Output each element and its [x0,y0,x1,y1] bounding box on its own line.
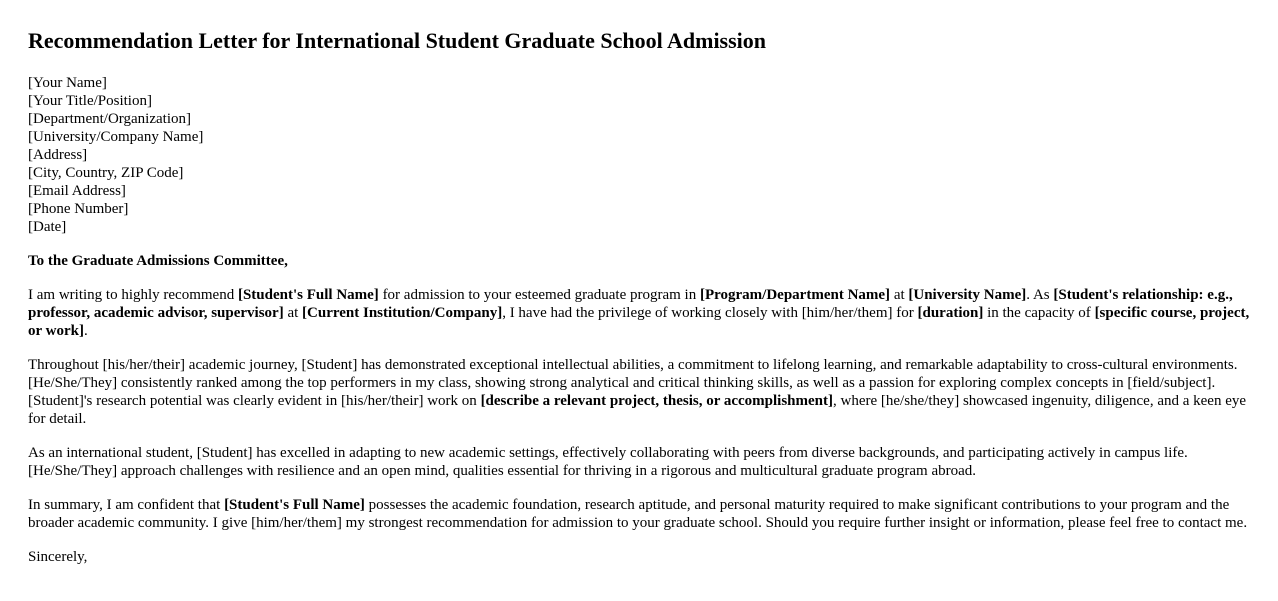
sender-institution: [University/Company Name] [28,129,204,145]
academic-text-2: , where [he/she/they] showcased ingenuity, diligence, and a keen eye for detail. [28,393,1247,427]
intro-program: [Program/Department Name] [699,287,891,303]
summary-text-1: In summary, I am confident that [28,497,225,513]
paragraph-international: As an international student, [Student] has excelled in adapting to new academic settings, effectively collaborating with peers from diverse backgrounds, and participating actively in campus life. [He/She/They] approach challenges with resilience and an open mind, qualities essential for thriving in a rigorous and multicultural graduate program abroad. [28,445,1188,479]
paragraph-introduction [28,286,1250,340]
sender-phone: [Phone Number] [28,201,129,217]
summary-text-2: possesses the academic foundation, research aptitude, and personal maturity required to make significant contributions to your program and the broader academic community. I give [him/her/them] my strongest recommendation for admission to your graduate school. Should you require further insight or information, please feel free to contact me. [28,497,1248,531]
page-title: Recommendation Letter for International Student Graduate School Admission [28,28,767,53]
academic-text-1: Throughout [his/her/their] academic journey, [Student] has demonstrated exceptional intellectual abilities, a commitment to lifelong learning, and remarkable adaptability to cross-cultural environments. [He/She/They] consistently ranked among the top performers in my class, showing strong analytical and critical thinking skills, as well as a passion for exploring complex concepts in [field/subject]. [Student]'s research potential was clearly evident in [his/her/their] work on [28,357,1238,409]
sender-date: [Date] [28,219,67,235]
closing: Sincerely, [28,549,88,565]
paragraph-summary [28,496,1250,532]
intro-university: [University Name] [908,287,1027,303]
intro-text-3: at [890,287,909,303]
academic-project: [describe a relevant project, thesis, or accomplishment] [480,393,833,409]
sender-block [28,74,1250,236]
sender-name: [Your Name] [28,75,107,91]
intro-text-7: in the capacity of [983,305,1095,321]
intro-text-2: for admission to your esteemed graduate program in [378,287,700,303]
intro-current-institution: [Current Institution/Company] [302,305,503,321]
sender-department: [Department/Organization] [28,111,191,127]
intro-capacity: [specific course, project, or work] [28,305,1250,339]
intro-text-6: , I have had the privilege of working closely with [him/her/them] for [502,305,918,321]
intro-relationship: [Student's relationship: e.g., professor, academic advisor, supervisor] [28,287,1233,321]
intro-text-1: I am writing to highly recommend [28,287,238,303]
intro-student-name: [Student's Full Name] [237,287,379,303]
sender-email: [Email Address] [28,183,126,199]
intro-duration: [duration] [917,305,984,321]
intro-text-5: at [283,305,303,321]
summary-student-name: [Student's Full Name] [224,497,365,513]
salutation: To the Graduate Admissions Committee, [28,253,288,269]
paragraph-academic [28,356,1250,428]
sender-address: [Address] [28,147,88,163]
intro-text-8: . [83,323,88,339]
intro-text-4: . As [1026,287,1054,303]
sender-city: [City, Country, ZIP Code] [28,165,184,181]
sender-title: [Your Title/Position] [28,93,152,109]
